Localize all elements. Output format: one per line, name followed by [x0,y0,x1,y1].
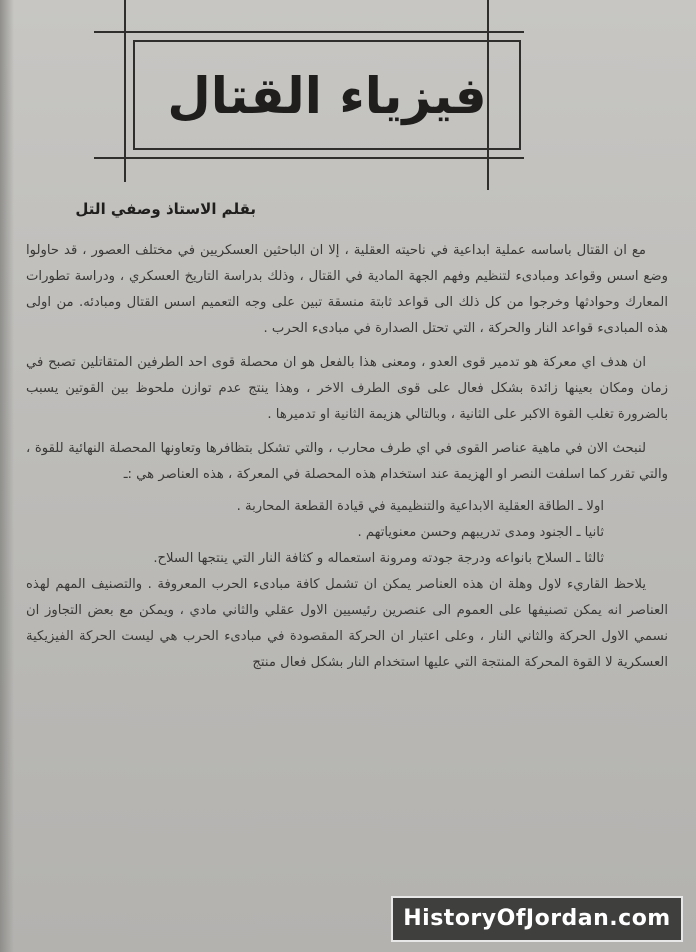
author-byline: بقلم الاستاذ وصفي التل [75,200,256,218]
paragraph-3: لنبحث الان في ماهية عناصر القوى في اي طرف محارب ، والتي تشكل بتظافرها وتعاونها المحصلة النهائية للقوة ، والتي تقرر كما اسلفت النصر او الهزيمة عند استخدام هذه المحصلة في المعركة ، هذه العناصر هي :ـ [26,441,668,482]
page-shadow-edge [0,0,14,952]
paragraph-1: مع ان القتال باساسه عملية ابداعية في ناحيته العقلية ، إلا ان الباحثين العسكريين في مختلف العصور ، قد حاولوا وضع اسس وقواعد ومبادىء لتنظيم وفهم الجهة المادية في القتال ، وذلك بدراسة التاريخ العسكري ، ودراسة تطورات المعارك وحوادثها وخرجوا من كل ذلك الى قواعد ثابتة منسقة تبين على وجه التعميم اسس القتال ومبادئه. من اولى هذه المبادىء قواعد النار والحركة ، التي تحتل الصدارة في مبادىء الحرب . [26,243,668,336]
list-item-3: ثالثا ـ السلاح بانواعه ودرجة جودته ومرونة استعماله و كثافة النار التي ينتجها السلاح. [153,551,604,566]
article-title: فيزياء القتال [167,67,487,125]
paragraph-2: ان هدف اي معركة هو تدمير قوى العدو ، ومعنى هذا بالفعل هو ان محصلة قوى احد الطرفين المتقاتلين تصبح في زمان ومكان بعينها زائدة بشكل فعال على قوى الطرف الاخر ، وهذا ينتج عدم توازن ملحوظ بين القوتين يسبب بالضرورة تغلب القوة الاكبر على الثانية ، وبالتالي هزيمة الثانية او تدميرها . [26,355,668,422]
list-item-2: ثانيا ـ الجنود ومدى تدريبهم وحسن معنوياتهم . [357,525,604,540]
article-body [26,238,668,676]
paragraph-4: يلاحظ القاريء لاول وهلة ان هذه العناصر يمكن ان تشمل كافة مبادىء الحرب المعروفة . والتصنيف المهم لهذه العناصر انه يمكن تصنيفها على العموم الى عنصرين رئيسيين الاول عقلي والثاني مادي ، ويمكن مع بعض التجاوز ان نسمي الاول الحركة والثاني النار ، وعلى اعتبار ان الحركة المقصودة في مبادىء الحرب هي ليست الحركة الفيزيكية العسكرية لا القوة المحركة المنتجة التي عليها استخدام النار بشكل فعال منتج [26,577,668,670]
title-frame-bottom-horizontal-rule [94,157,524,159]
list-item-1: اولا ـ الطاقة العقلية الابداعية والتنظيمية في قيادة القطعة المحاربة . [236,499,604,514]
title-frame-left-vertical-rule [124,0,126,182]
watermark: HistoryOfJordan.com [391,896,683,942]
title-frame-top-horizontal-rule [94,31,524,33]
